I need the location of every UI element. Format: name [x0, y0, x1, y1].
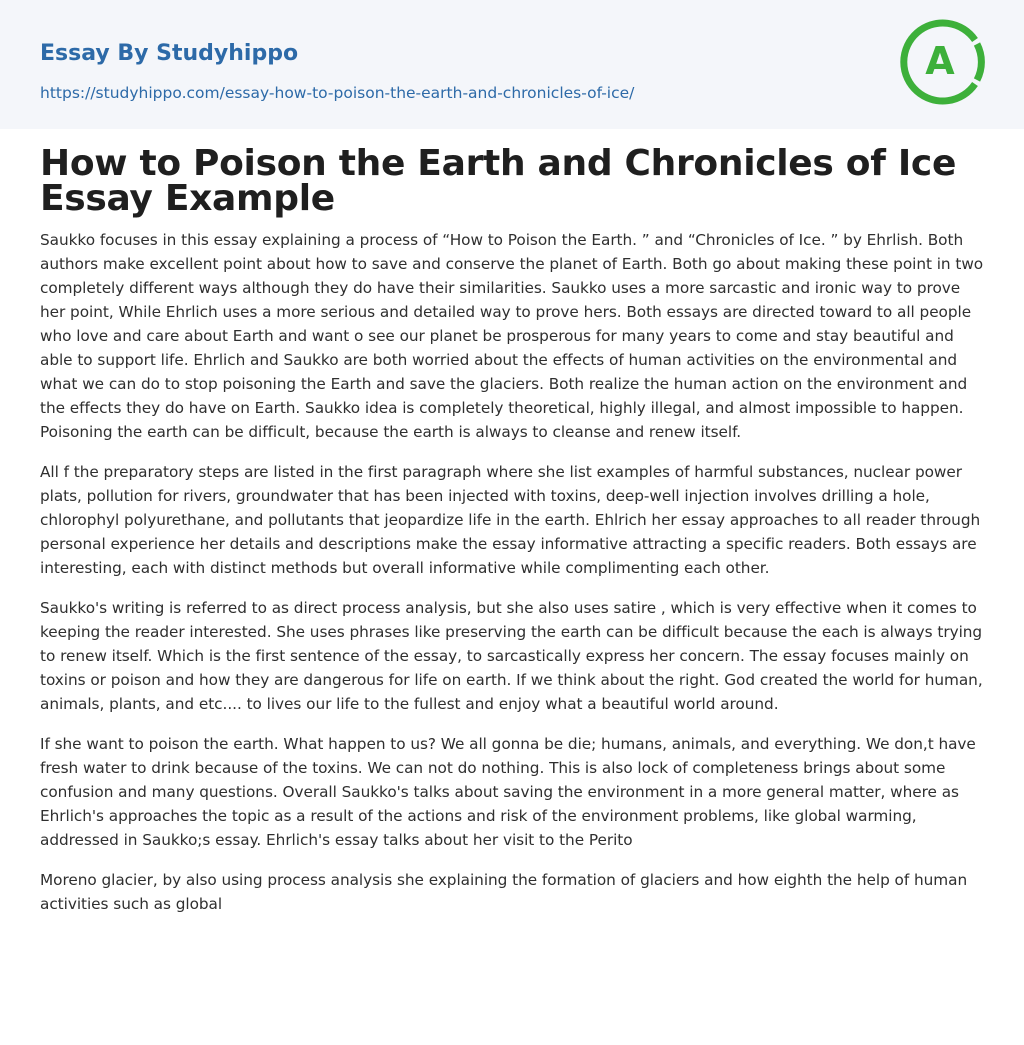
- essay-paragraph-4: If she want to poison the earth. What happen to us? We all gonna be die; humans, animals, and everything. We don,t have fresh water to drink because of the toxins. We can not do nothing. This is also lock of completeness brings about some confusion and many questions. Overall Saukko's talks about saving the environment in a more general matter, where as Ehrlich's approaches the topic as a result of the actions and risk of the environment problems, like global warming, addressed in Saukko;s essay. Ehrlich's essay talks about her visit to the Perito: [40, 735, 976, 849]
- essay-paragraph-1: Saukko focuses in this essay explaining a process of “How to Poison the Earth. ” and “Chronicles of Ice. ” by Ehrlish. Both authors make excellent point about how to save and conserve the planet of Earth. Both go about making these point in two completely different ways although they do have their similarities. Saukko uses a more sarcastic and ironic way to prove her point, While Ehrlich uses a more serious and detailed way to prove hers. Both essays are directed toward to all people who love and care about Earth and want o see our planet be prosperous for many years to come and stay beautiful and able to support life. Ehrlich and Saukko are both worried about the effects of human activities on the environmental and what we can do to stop poisoning the Earth and save the glaciers. Both realize the human action on the environment and the effects they do have on Earth. Saukko idea is completely theoretical, highly illegal, and almost impossible to happen. Poisoning the earth can be difficult, because the earth is always to cleanse and renew itself.: [40, 231, 984, 441]
- logo-letter: A: [925, 39, 955, 83]
- essay-title: How to Poison the Earth and Chronicles of Ice Essay Example: [40, 143, 957, 219]
- logo-ring-right: [977, 44, 981, 80]
- site-header: [0, 0, 1024, 129]
- essay-paragraph-3: Saukko's writing is referred to as direct process analysis, but she also uses satire , which is very effective when it comes to keeping the reader interested. She uses phrases like preserving the earth can be difficult because the each is always trying to renew itself. Which is the first sentence of the essay, to sarcastically express her concern. The essay focuses mainly on toxins or poison and how they are dangerous for life on earth. If we think about the right. God created the world for human, animals, plants, and etc.... to lives our life to the fullest and enjoy what a beautiful world around.: [40, 599, 983, 713]
- studyhippo-logo-icon[interactable]: [900, 17, 990, 107]
- essay-content: [40, 143, 986, 932]
- essay-paragraph-2: All f the preparatory steps are listed in the first paragraph where she list examples of harmful substances, nuclear power plats, pollution for rivers, groundwater that has been injected with toxins, deep-well injection involves drilling a hole, chlorophyl polyurethane, and pollutants that jeopardize life in the earth. Ehlrich her essay approaches to all reader through personal experience her details and descriptions make the essay informative attracting a specific readers. Both essays are interesting, each with distinct methods but overall informative while complimenting each other.: [40, 463, 981, 577]
- essay-url-link[interactable]: https://studyhippo.com/essay-how-to-poison-the-earth-and-chronicles-of-ice/: [40, 84, 635, 102]
- site-brand[interactable]: Essay By Studyhippo: [40, 41, 299, 66]
- essay-paragraph-5: Moreno glacier, by also using process analysis she explaining the formation of glaciers and how eighth the help of human activities such as global: [40, 871, 968, 913]
